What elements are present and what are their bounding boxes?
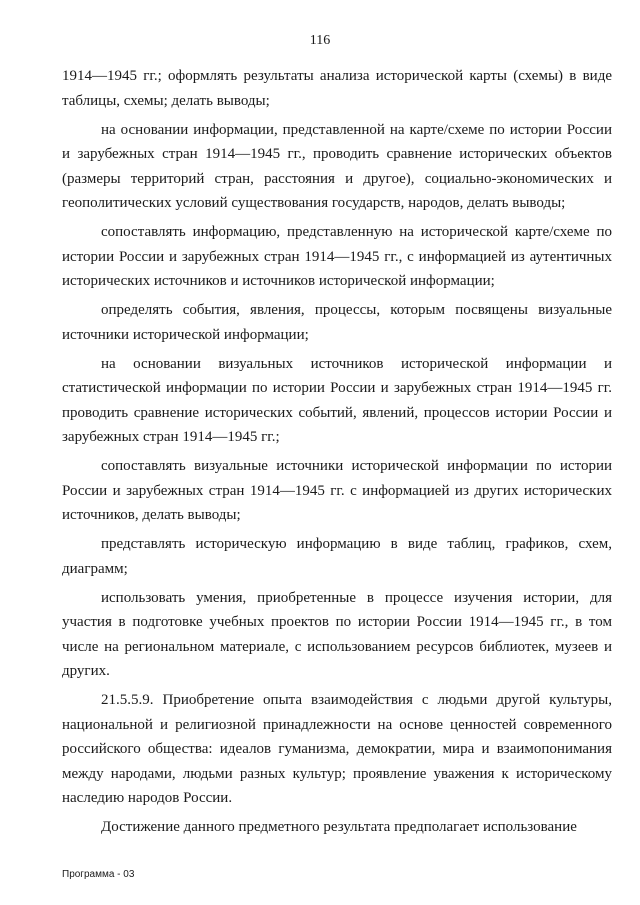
paragraph: определять события, явления, процессы, которым посвящены визуальные источники исторической информации; (62, 302, 612, 343)
footer-label: Программа - 03 (62, 869, 135, 880)
page-number: 116 (309, 33, 331, 48)
paragraph: использовать умения, приобретенные в процессе изучения истории, для участия в подготовке учебных проектов по истории России 1914—1945 гг., в том числе на региональном материале, с использованием ресурсов библиотек, музеев и других. (62, 589, 612, 679)
paragraph: на основании информации, представленной на карте/схеме по истории России и зарубежных стран 1914—1945 гг., проводить сравнение исторических объектов (размеры территорий стран, расстояния и другое), социально-экономических и геополитических условий существования государств, народов, делать выводы; (62, 121, 612, 211)
document-body (62, 64, 612, 844)
paragraph: на основании визуальных источников исторической информации и статистической информации по истории России и зарубежных стран 1914—1945 гг. проводить сравнение исторических событий, явлений, процессов истории России и зарубежных стран 1914—1945 гг.; (62, 355, 612, 445)
paragraph: Достижение данного предметного результата предполагает использование (101, 819, 577, 835)
paragraph-section-21-5-5-9: 21.5.5.9. Приобретение опыта взаимодействия с людьми другой культуры, национальной и религиозной принадлежности на основе ценностей современного российского общества: идеалов гуманизма, демократии, мира и взаимопонимания между народами, людьми разных культур; проявление уважения к историческому наследию народов России. (62, 692, 612, 806)
paragraph: представлять историческую информацию в виде таблиц, графиков, схем, диаграмм; (62, 536, 612, 577)
paragraph: сопоставлять визуальные источники исторической информации по истории России и зарубежных стран 1914—1945 гг. с информацией из других исторических источников, делать выводы; (62, 458, 612, 523)
paragraph: 1914—1945 гг.; оформлять результаты анализа исторической карты (схемы) в виде таблицы, схемы; делать выводы; (62, 68, 612, 109)
paragraph: сопоставлять информацию, представленную на исторической карте/схеме по истории России и зарубежных стран 1914—1945 гг., с информацией из аутентичных исторических источников и источников исторической информации; (62, 224, 612, 289)
